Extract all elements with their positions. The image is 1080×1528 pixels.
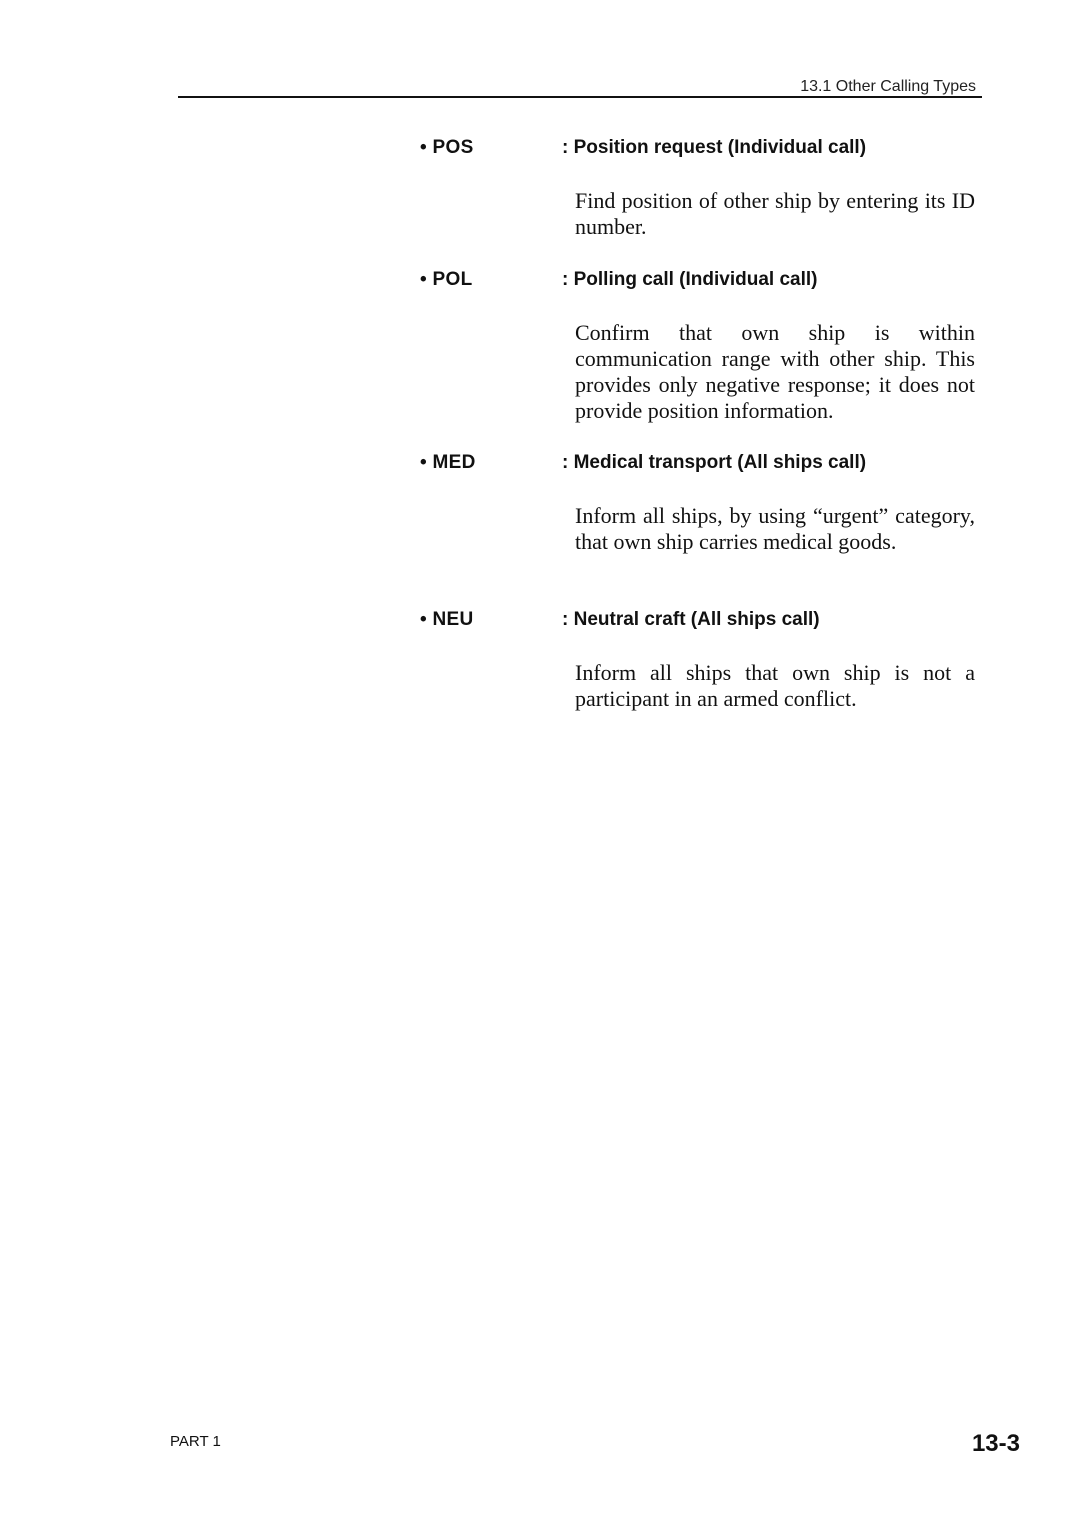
entry-title: : Neutral craft (All ships call) (562, 609, 820, 630)
entry-title: : Polling call (Individual call) (562, 269, 818, 290)
entry-code: • NEU (420, 609, 474, 630)
page-number: 13-3 (971, 1430, 1020, 1457)
entry-description: Confirm that own ship is within communication range with other ship. This provides only negative response; it does not provide position information. (575, 320, 975, 423)
section-title: 13.1 Other Calling Types (800, 78, 976, 95)
entry-code: • MED (420, 452, 476, 473)
entry-title: : Position request (Individual call) (562, 137, 867, 158)
entry-title: : Medical transport (All ships call) (562, 452, 867, 473)
running-header (178, 78, 982, 98)
part-label: PART 1 (170, 1433, 221, 1450)
entry-description: Find position of other ship by entering its ID number. (575, 188, 975, 239)
entry-code: • POS (420, 137, 474, 158)
entry-description: Inform all ships that own ship is not a participant in an armed conflict. (575, 660, 975, 711)
entry-description: Inform all ships, by using “urgent” category, that own ship carries medical goods. (575, 503, 975, 554)
entry-code: • POL (420, 269, 473, 290)
